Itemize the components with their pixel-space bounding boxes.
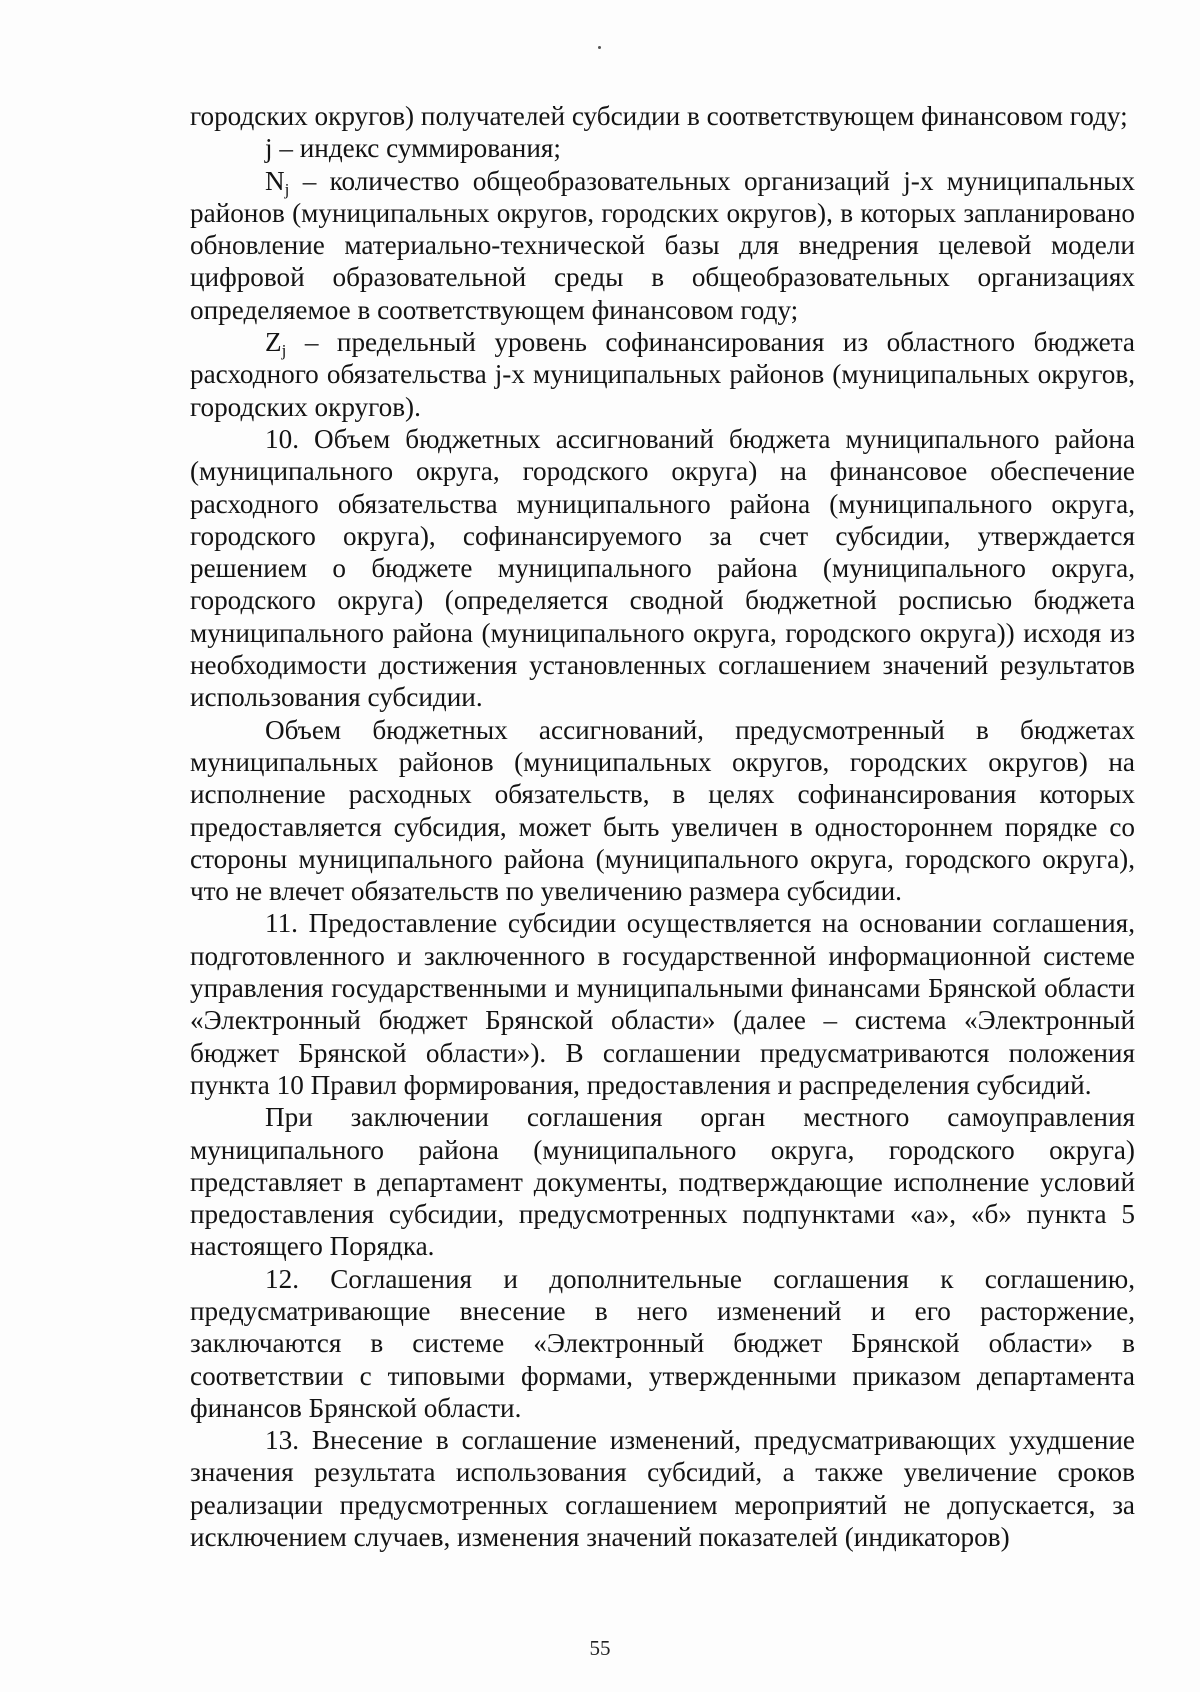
paragraph-budget-volume: Объем бюджетных ассигнований, предусмотренный в бюджетах муниципальных районов (муниципальных округов, городских округов) на исполнение расходных обязательств, в целях софинансирования которых предоставляется субсидия, может быть увеличен в одностороннем порядке со стороны муниципального района (муниципального округа, городского округа), что не влечет обязательств по увеличению размера субсидии. bbox=[190, 714, 1135, 907]
scan-speck bbox=[598, 46, 601, 49]
paragraph-zj-definition bbox=[190, 326, 1135, 423]
paragraph-12: 12. Соглашения и дополнительные соглашения к соглашению, предусматривающие внесение в него изменений и его расторжение, заключаются в системе «Электронный бюджет Брянской области» в соответствии с типовыми формами, утвержденными приказом департамента финансов Брянской области. bbox=[190, 1263, 1135, 1423]
paragraph-10: 10. Объем бюджетных ассигнований бюджета муниципального района (муниципального округа, городского округа) на финансовое обеспечение расходного обязательства муниципального района (муниципального округа, городского округа), софинансируемого за счет субсидии, утверждается решением о бюджете муниципального района (муниципального округа, городского округа) (определяется сводной бюджетной росписью бюджета муниципального района (муниципального округа, городского округа)) исходя из необходимости достижения установленных соглашением значений результатов использования субсидии. bbox=[190, 423, 1135, 713]
document-body bbox=[190, 100, 1135, 1553]
subscript-j: j bbox=[281, 341, 287, 361]
zj-definition-text: – предельный уровень софинансирования из областного бюджета расходного обязательства j-х муниципальных районов (муниципальных округов, городских округов). bbox=[190, 327, 1135, 422]
symbol-z: Z bbox=[265, 327, 282, 358]
nj-definition-text: – количество общеобразовательных организаций j-х муниципальных районов (муниципальных округов, городских округов), в которых запланировано обновление материально-технической базы для внедрения целевой модели цифровой образовательной среды в общеобразовательных организациях определяемое в соответствующем финансовом году; bbox=[190, 165, 1135, 325]
symbol-n: N bbox=[265, 165, 285, 196]
paragraph-continuation: городских округов) получателей субсидии в соответствующем финансовом году; bbox=[190, 101, 1128, 131]
paragraph-index-j: j – индекс суммирования; bbox=[265, 133, 561, 164]
paragraph-nj-definition bbox=[190, 165, 1135, 326]
page-number: 55 bbox=[589, 1636, 611, 1660]
paragraph-13: 13. Внесение в соглашение изменений, предусматривающих ухудшение значения результата использования субсидий, а также увеличение сроков реализации предусмотренных соглашением мероприятий не допускается, за исключением случаев, изменения значений показателей (индикаторов) bbox=[190, 1425, 1135, 1553]
paragraph-agreement-conclusion: При заключении соглашения орган местного самоуправления муниципального района (муниципального округа, городского округа) представляет в департамент документы, подтверждающие исполнение условий предоставления субсидии, предусмотренных подпунктами «а», «б» пункта 5 настоящего Порядка. bbox=[190, 1102, 1135, 1262]
paragraph-11: 11. Предоставление субсидии осуществляется на основании соглашения, подготовленного и заключенного в государственной информационной системе управления государственными и муниципальными финансами Брянской области «Электронный бюджет Брянской области» (далее – система «Электронный бюджет Брянской области»). В соглашении предусматриваются положения пункта 10 Правил формирования, предоставления и распределения субсидий. bbox=[190, 908, 1135, 1100]
subscript-j: j bbox=[284, 179, 290, 199]
